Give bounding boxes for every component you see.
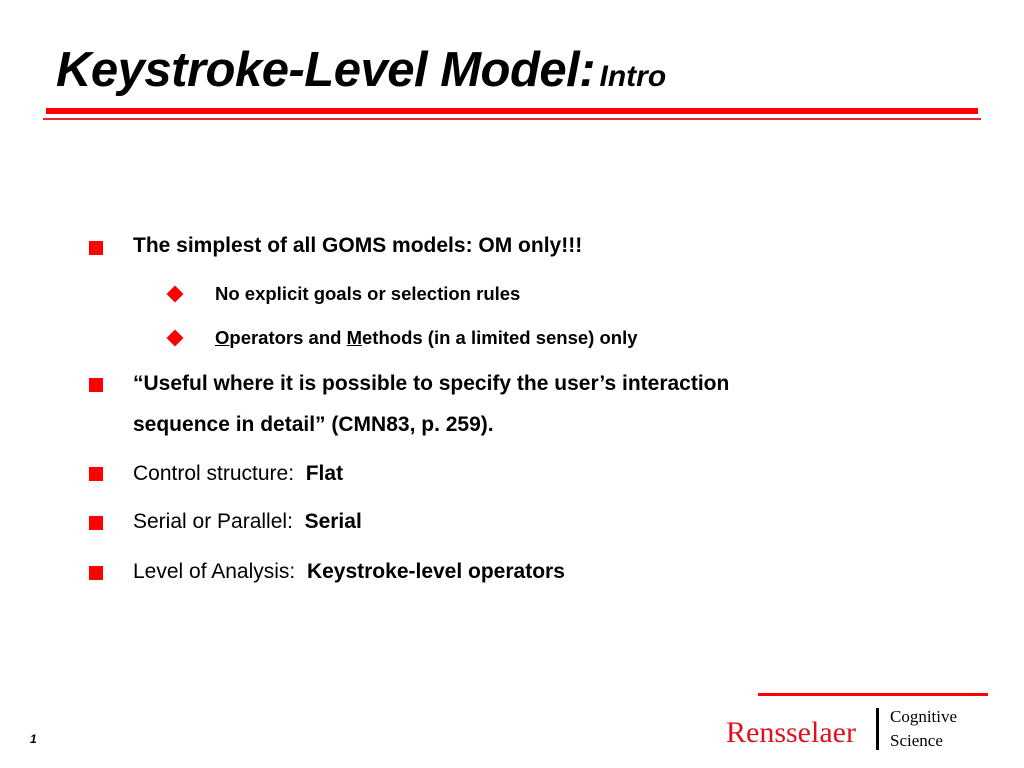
department-line-1: Cognitive	[890, 707, 958, 726]
square-bullet-icon	[89, 378, 103, 392]
square-bullet-icon	[89, 516, 103, 530]
sub-bullet-item	[215, 327, 638, 349]
bullet-item-line-2: sequence in detail” (CMN83, p. 259).	[133, 413, 494, 436]
sub-bullet-item: No explicit goals or selection rules	[215, 283, 521, 304]
footer-red-line	[758, 693, 988, 696]
diamond-bullet-icon	[167, 330, 184, 347]
square-bullet-icon	[89, 241, 103, 255]
bullet-label: Serial or Parallel:	[133, 510, 293, 533]
title-underline-thick	[46, 108, 978, 114]
title-main: Keystroke-Level Model:	[56, 43, 596, 97]
text-part: ethods (in a limited sense) only	[362, 327, 638, 348]
bullet-item: The simplest of all GOMS models: OM only!!!	[133, 234, 583, 257]
bullet-item	[133, 560, 565, 584]
title-sub: Intro	[599, 60, 667, 93]
bullet-value: Flat	[305, 462, 344, 485]
logo-divider	[876, 708, 879, 750]
square-bullet-icon	[89, 566, 103, 580]
underlined-letter-m: M	[346, 327, 363, 348]
underlined-letter-o: O	[215, 327, 230, 348]
slide-title	[56, 42, 666, 98]
title-underline-thin	[43, 118, 981, 120]
bullet-value: Serial	[304, 510, 362, 533]
bullet-value: Keystroke-level operators	[306, 560, 565, 583]
rensselaer-logo-text: Rensselaer	[726, 716, 856, 749]
bullet-item-line-1: “Useful where it is possible to specify the user’s interaction	[133, 372, 730, 395]
square-bullet-icon	[89, 467, 103, 481]
page-number: 1	[30, 732, 37, 746]
diamond-bullet-icon	[167, 286, 184, 303]
bullet-label: Control structure:	[133, 462, 295, 485]
bullet-label: Level of Analysis:	[133, 560, 296, 583]
bullet-item	[133, 510, 362, 534]
text-part: perators and	[229, 327, 347, 348]
department-line-2: Science	[890, 731, 943, 750]
bullet-item	[133, 462, 343, 486]
